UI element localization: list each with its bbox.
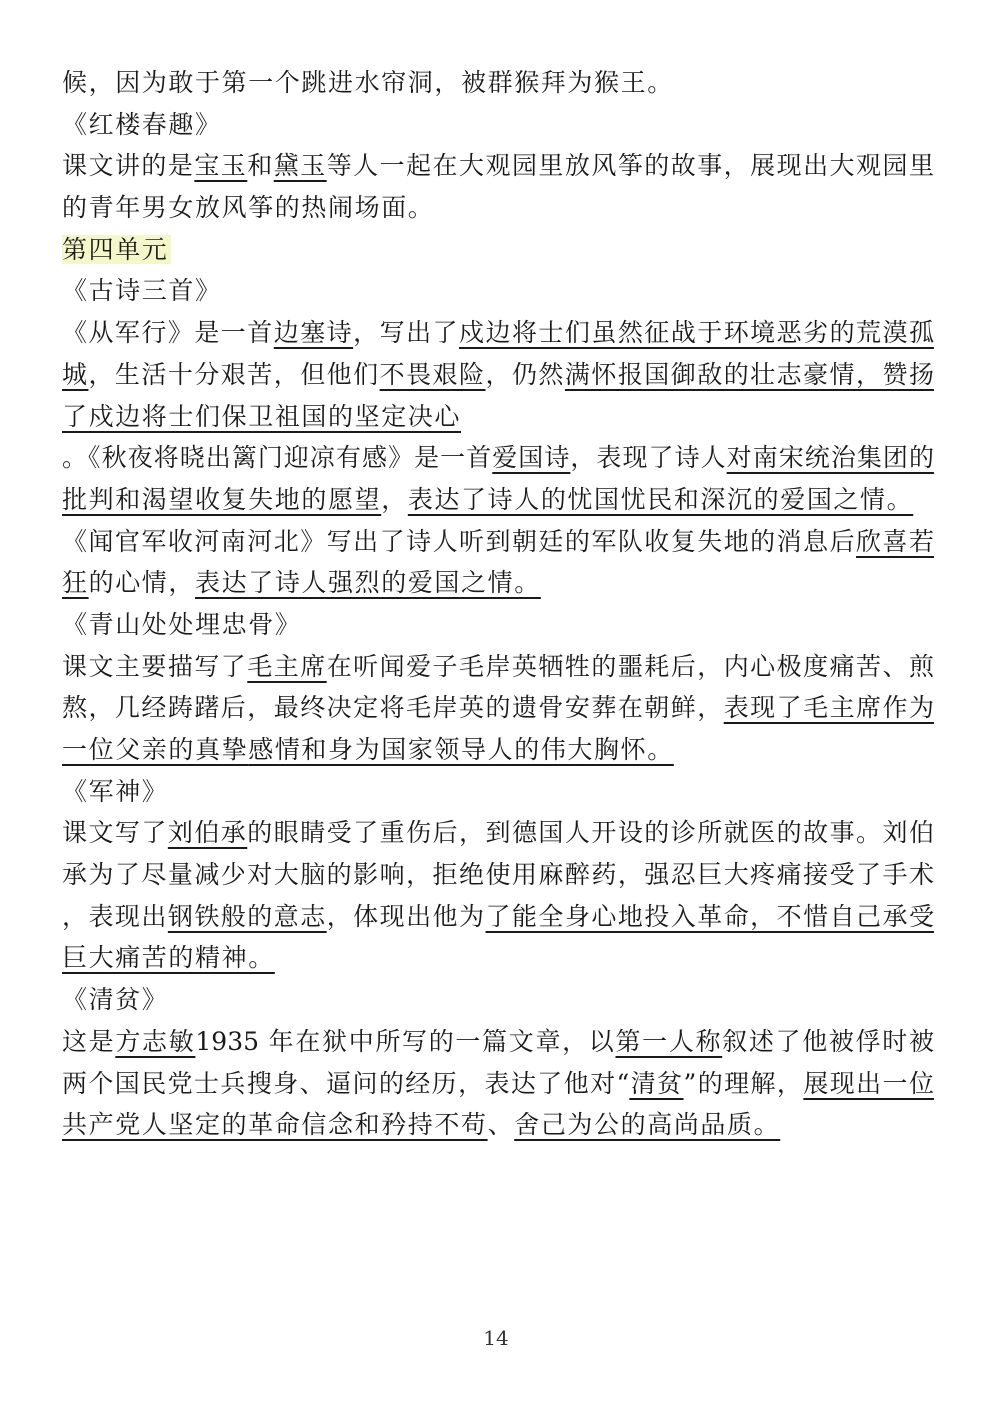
underlined-text: 满怀报国御敌的壮志豪情，赞扬 [564,359,934,389]
text-segment: 课文讲的是 [62,151,195,181]
text-segment: ，生活十分艰苦，但他们 [88,359,380,389]
text-segment: 等人一起在大观园里放风筝的故事，展现出大观园里 [326,151,934,181]
text-segment: ， [381,484,408,514]
text-line [62,562,934,604]
underlined-text: 钢铁般的意志 [167,901,327,931]
text-segment: 熬，几经踌躇后，最终决定将毛岸英的遗骨安葬在朝鲜， [62,693,724,723]
text-segment: 的眼睛受了重伤后，到德国人开设的诊所就医的故事。刘伯 [247,818,934,848]
underlined-text: 巨大痛苦的精神。 [62,943,275,973]
text-line [62,479,934,521]
text-segment: ，写出了 [353,318,460,348]
text-line [62,979,934,1021]
text-line [62,729,934,771]
text-segment: 。《秋夜将晓出篱门迎凉有感》是一首 [62,443,493,473]
underlined-text: 舍己为公的高尚品质。 [514,1110,781,1140]
underlined-text: 感情和身为国家领导人的伟大胸怀。 [248,735,674,764]
underlined-text: 一位父亲的 [62,735,196,764]
underlined-text: 第一人称 [615,1026,723,1056]
underlined-text: 黛玉 [273,151,327,181]
underlined-text: 边塞诗 [273,318,354,348]
underlined-text: 真挚 [195,735,249,764]
text-line [62,229,934,271]
underlined-text: 欣喜若 [856,526,934,556]
underlined-text: 方志敏 [115,1026,196,1056]
text-line [62,354,934,396]
text-segment: ，表现出 [62,901,168,931]
text-line [62,104,934,146]
document-body [62,62,934,1146]
text-line [62,1021,934,1063]
text-line [62,896,934,938]
text-segment: 叙述了他被俘时被 [722,1026,934,1056]
underlined-text: 共产党人坚定的革命信念和矜持不苟 [62,1110,488,1140]
text-segment: 、 [487,1110,515,1140]
text-segment: 《红楼春趣》 [62,109,222,139]
underlined-text: 清贫 [629,1068,684,1098]
text-line [62,646,934,688]
text-segment: 两个国民党士兵搜身、逼问的经历，表达了他对“ [62,1068,630,1098]
underlined-text: 狂 [62,568,89,598]
text-line [62,937,934,979]
page-number: 14 [483,1326,509,1350]
underlined-text: 毛主席 [247,651,327,681]
text-segment: 和 [247,151,274,181]
underlined-text: 爱国诗 [492,443,571,473]
text-line [62,854,934,896]
text-segment: ”的理解， [683,1068,804,1098]
underlined-text: 表达了诗人强烈的爱国之情。 [195,568,541,598]
text-segment: 在听闻爱子毛岸英牺牲的噩耗后，内心极度痛苦、煎 [326,651,934,681]
underlined-text: 了能全身心地投入革命，不惜自己承受 [485,901,934,931]
text-line [62,771,934,813]
text-line [62,187,934,229]
text-segment: 承为了尽量减少对大脑的影响，拒绝使用麻醉药，强忍巨大疼痛接受了手术 [62,860,934,890]
text-segment: 课文写了 [62,818,168,848]
text-segment: 《古诗三首》 [62,276,222,306]
underlined-text: 宝玉 [194,151,248,181]
text-line [62,62,934,104]
text-segment: 的青年男女放风筝的热闹场面。 [62,193,435,223]
text-segment: ，仍然 [485,359,565,389]
text-segment: 课文主要描写了 [62,651,248,681]
text-line [62,521,934,563]
text-segment: 《军神》 [62,776,169,806]
underlined-text: 展现出一位 [803,1068,934,1098]
text-line [62,396,934,438]
underlined-text: 表达了诗人的忧国忧民和深沉的爱国之情。 [407,484,914,514]
text-line [62,604,934,646]
underlined-text: 刘伯承 [167,818,248,848]
text-line [62,145,934,187]
underlined-text: 对南宋统治集团的 [726,443,934,473]
underlined-text: 城 [62,359,89,389]
text-line [62,1063,934,1105]
text-line [62,312,934,354]
underlined-text: 批判和渴望收复失地的愿望 [62,484,382,514]
text-segment: ，表现了诗人 [570,443,727,473]
text-segment: 《从军行》是一首 [62,318,274,348]
underlined-text: 不畏艰险 [379,359,486,389]
text-segment: 《闻官军收河南河北》写出了诗人听到朝廷的军队收复失地的消息后 [62,526,857,556]
text-segment: 的心情， [88,568,196,598]
underlined-text: 表现了毛主席作为 [723,693,934,723]
underlined-text: 了戍边将士们保卫祖国的坚定决心 [62,401,462,431]
text-line [62,1104,934,1146]
text-line [62,687,934,729]
text-line [62,270,934,312]
text-segment: 1935 年在狱中所写的一篇文章，以 [195,1026,616,1056]
underlined-text: 戍边将士们虽然征战于环境恶劣的荒漠孤 [459,318,934,348]
text-line [62,812,934,854]
text-segment: 候，因为敢于第一个跳进水帘洞，被群猴拜为猴王。 [62,68,674,97]
text-segment: ，体现出他为 [326,901,486,931]
section-heading: 第四单元 [62,235,171,264]
text-segment: 《清贫》 [62,985,169,1015]
text-line [62,437,934,479]
text-segment: 《青山处处埋忠骨》 [62,609,302,639]
text-segment: 这是 [62,1026,116,1056]
